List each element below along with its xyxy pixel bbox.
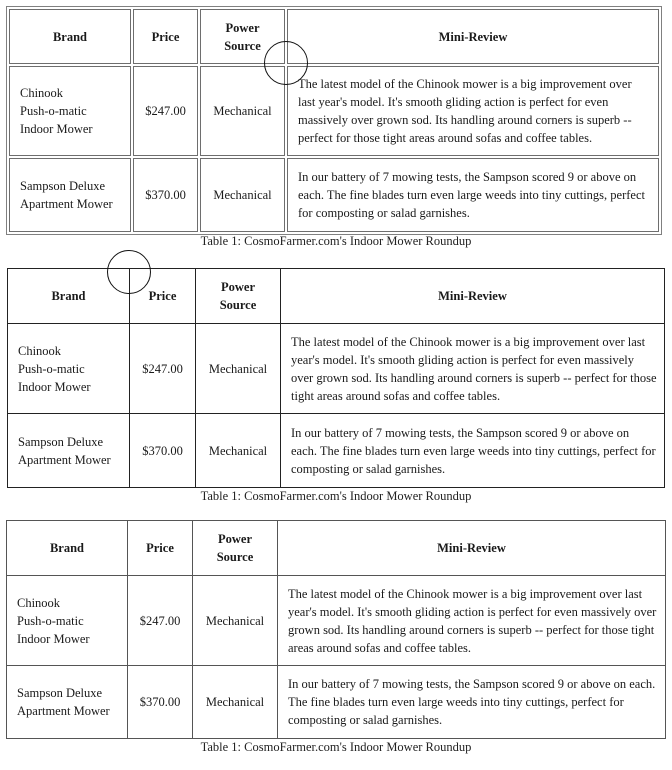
header-mini-review: Mini-Review [281,269,665,324]
header-brand: Brand [9,9,131,64]
brand-cell [8,324,130,414]
brand-line: Indoor Mower [18,379,91,394]
power-cell: Mechanical [196,324,281,414]
table-row [8,414,665,488]
header-power-source [200,9,285,64]
header-brand: Brand [8,269,130,324]
power-cell: Mechanical [193,576,278,666]
power-cell: Mechanical [196,414,281,488]
header-brand: Brand [7,521,128,576]
brand-cell [9,66,131,156]
brand-cell [7,576,128,666]
brand-line: Indoor Mower [17,631,90,646]
header-price: Price [128,521,193,576]
header-power-line-2: Source [216,550,254,564]
header-power-source [193,521,278,576]
table-caption: Table 1: CosmoFarmer.com's Indoor Mower Roundup [200,740,472,754]
review-cell: The latest model of the Chinook mower is a big improvement over last year's model. It's smooth gliding action is perfect for even massively over grown sod. Its handling around corners is superb -- perfect for those tight areas around sofas and coffee tables. [287,66,659,156]
mower-table-2 [7,268,665,488]
header-row [7,521,666,576]
header-power-line-1: Power [220,280,255,294]
brand-line: Apartment Mower [17,704,110,718]
brand-line: Push-o-matic [17,613,84,628]
brand-line: Push-o-matic [20,104,87,118]
brand-line: Apartment Mower [18,452,111,467]
price-cell: $247.00 [133,66,198,156]
power-cell: Mechanical [200,66,285,156]
table-row [7,666,666,739]
review-cell: In our battery of 7 mowing tests, the Sampson scored 9 or above on each. The fine blades turn even large weeds into tiny cuttings, perfect for composting or salad garnishes. [278,666,666,739]
power-cell: Mechanical [193,666,278,739]
header-power-source [196,269,281,324]
brand-line: Push-o-matic [18,361,85,376]
table-row [7,576,666,666]
header-mini-review: Mini-Review [278,521,666,576]
brand-line: Sampson Deluxe [17,686,103,700]
brand-line: Apartment Mower [20,197,113,211]
table-caption: Table 1: CosmoFarmer.com's Indoor Mower Roundup [200,234,472,248]
review-cell: In our battery of 7 mowing tests, the Sampson scored 9 or above on each. The fine blades turn even large weeds into tiny cuttings, perfect for composting or salad garnishes. [287,158,659,232]
review-cell: In our battery of 7 mowing tests, the Sampson scored 9 or above on each. The fine blades turn even large weeds into tiny cuttings, perfect for composting or salad garnishes. [281,414,665,488]
header-power-line-2: Source [219,298,257,312]
review-cell: The latest model of the Chinook mower is a big improvement over last year's model. It's smooth gliding action is perfect for even massively over grown sod. Its handling around corners is superb -- perfect for those tight areas around sofas and coffee tables. [278,576,666,666]
price-cell: $247.00 [128,576,193,666]
power-cell: Mechanical [200,158,285,232]
brand-line: Sampson Deluxe [18,434,104,449]
mower-table-1 [6,6,662,235]
price-cell: $370.00 [128,666,193,739]
header-row [9,9,659,64]
price-cell: $247.00 [130,324,196,414]
header-row [8,269,665,324]
table-row [9,158,659,232]
header-power-line-1: Power [217,532,252,546]
table-row [8,324,665,414]
header-mini-review: Mini-Review [287,9,659,64]
header-power-line-2: Source [224,38,261,53]
price-cell: $370.00 [130,414,196,488]
brand-cell [8,414,130,488]
brand-line: Sampson Deluxe [20,179,106,193]
price-cell: $370.00 [133,158,198,232]
review-cell: The latest model of the Chinook mower is a big improvement over last year's model. It's smooth gliding action is perfect for even massively over grown sod. Its handling around corners is superb -- perfect for those tight areas around sofas and coffee tables. [281,324,665,414]
header-power-line-1: Power [225,20,260,35]
brand-line: Chinook [17,595,61,610]
brand-cell [9,158,131,232]
header-price: Price [130,269,196,324]
table-caption: Table 1: CosmoFarmer.com's Indoor Mower Roundup [200,489,472,503]
brand-line: Indoor Mower [20,122,93,136]
mower-table-3 [6,520,666,739]
brand-line: Chinook [18,343,62,358]
table-row [9,66,659,156]
brand-line: Chinook [20,86,64,100]
header-price: Price [133,9,198,64]
brand-cell [7,666,128,739]
